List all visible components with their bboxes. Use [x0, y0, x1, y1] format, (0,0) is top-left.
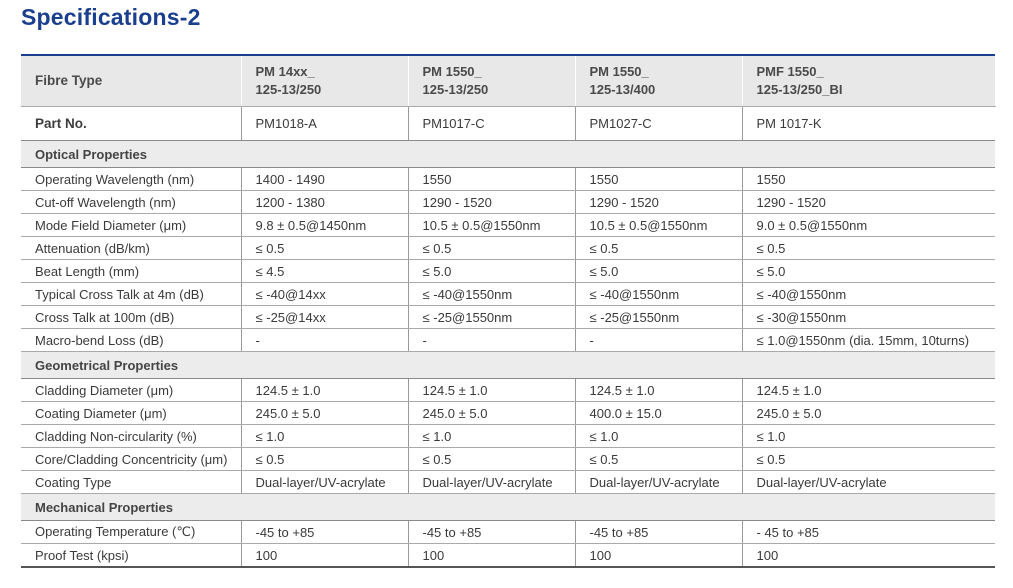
cell-value: Dual-layer/UV-acrylate: [408, 471, 575, 494]
table-header-row: [21, 56, 995, 107]
cell-value: 1200 - 1380: [241, 191, 408, 214]
cell-value: ≤ -25@1550nm: [575, 306, 742, 329]
section-header-row: [21, 494, 995, 521]
row-label: Core/Cladding Concentricity (μm): [21, 448, 241, 471]
cell-value: ≤ 0.5: [742, 237, 995, 260]
section-title: Optical Properties: [21, 141, 995, 168]
header-col-1-line-2: 125-13/250: [255, 82, 322, 97]
header-fibre-type: Fibre Type: [21, 56, 241, 107]
specifications-table: [21, 56, 996, 568]
table-row: [21, 329, 995, 352]
cell-value: 9.8 ± 0.5@1450nm: [241, 214, 408, 237]
specifications-table-body: [21, 56, 995, 567]
cell-value: ≤ 5.0: [575, 260, 742, 283]
cell-value: 124.5 ± 1.0: [742, 379, 995, 402]
table-row: [21, 260, 995, 283]
cell-value: ≤ 0.5: [742, 448, 995, 471]
cell-value: ≤ 1.0: [241, 425, 408, 448]
part-number-label: Part No.: [21, 107, 241, 141]
cell-value: ≤ 1.0: [742, 425, 995, 448]
table-row: [21, 544, 995, 568]
cell-value: ≤ 1.0: [575, 425, 742, 448]
cell-value: 124.5 ± 1.0: [241, 379, 408, 402]
cell-value: -45 to +85: [575, 521, 742, 544]
cell-value: ≤ -40@1550nm: [742, 283, 995, 306]
cell-value: ≤ -25@1550nm: [408, 306, 575, 329]
table-row: [21, 379, 995, 402]
row-label: Proof Test (kpsi): [21, 544, 241, 568]
table-row: [21, 521, 995, 544]
section-header-row: [21, 141, 995, 168]
cell-value: ≤ 5.0: [408, 260, 575, 283]
cell-value: Dual-layer/UV-acrylate: [575, 471, 742, 494]
row-label: Cladding Non-circularity (%): [21, 425, 241, 448]
cell-value: 1400 - 1490: [241, 168, 408, 191]
row-label: Cut-off Wavelength (nm): [21, 191, 241, 214]
cell-value: ≤ 5.0: [742, 260, 995, 283]
cell-value: ≤ -25@14xx: [241, 306, 408, 329]
row-label: Coating Type: [21, 471, 241, 494]
part-number-value: PM 1017-K: [742, 107, 995, 141]
table-row: [21, 283, 995, 306]
part-number-value: PM1018-A: [241, 107, 408, 141]
row-label: Typical Cross Talk at 4m (dB): [21, 283, 241, 306]
cell-value: 100: [241, 544, 408, 568]
cell-value: 1550: [408, 168, 575, 191]
cell-value: 124.5 ± 1.0: [408, 379, 575, 402]
cell-value: Dual-layer/UV-acrylate: [241, 471, 408, 494]
section-header-row: [21, 352, 995, 379]
header-col-1: [241, 56, 408, 107]
cell-value: ≤ 0.5: [575, 237, 742, 260]
row-label: Beat Length (mm): [21, 260, 241, 283]
cell-value: 100: [575, 544, 742, 568]
cell-value: 100: [742, 544, 995, 568]
row-label: Operating Wavelength (nm): [21, 168, 241, 191]
cell-value: ≤ -40@1550nm: [408, 283, 575, 306]
cell-value: 245.0 ± 5.0: [241, 402, 408, 425]
header-col-3-line-2: 125-13/400: [589, 82, 656, 97]
cell-value: 1290 - 1520: [408, 191, 575, 214]
cell-value: ≤ 0.5: [241, 237, 408, 260]
row-label: Mode Field Diameter (μm): [21, 214, 241, 237]
part-number-row: [21, 107, 995, 141]
section-title: Mechanical Properties: [21, 494, 995, 521]
row-label: Cross Talk at 100m (dB): [21, 306, 241, 329]
row-label: Attenuation (dB/km): [21, 237, 241, 260]
section-title: Geometrical Properties: [21, 352, 995, 379]
cell-value: ≤ 1.0@1550nm (dia. 15mm, 10turns): [742, 329, 995, 352]
table-row: [21, 168, 995, 191]
cell-value: Dual-layer/UV-acrylate: [742, 471, 995, 494]
cell-value: ≤ 0.5: [408, 237, 575, 260]
cell-value: 9.0 ± 0.5@1550nm: [742, 214, 995, 237]
header-col-3-line-1: PM 1550_: [589, 64, 649, 79]
cell-value: ≤ -30@1550nm: [742, 306, 995, 329]
header-col-1-line-1: PM 14xx_: [255, 64, 315, 79]
cell-value: 1550: [575, 168, 742, 191]
cell-value: ≤ 4.5: [241, 260, 408, 283]
table-row: [21, 402, 995, 425]
row-label: Macro-bend Loss (dB): [21, 329, 241, 352]
table-row: [21, 471, 995, 494]
cell-value: ≤ 0.5: [575, 448, 742, 471]
cell-value: 245.0 ± 5.0: [742, 402, 995, 425]
row-label: Operating Temperature (℃): [21, 521, 241, 544]
cell-value: ≤ 0.5: [408, 448, 575, 471]
cell-value: ≤ 0.5: [241, 448, 408, 471]
cell-value: -: [575, 329, 742, 352]
cell-value: 1290 - 1520: [575, 191, 742, 214]
cell-value: 245.0 ± 5.0: [408, 402, 575, 425]
cell-value: 400.0 ± 15.0: [575, 402, 742, 425]
table-row: [21, 191, 995, 214]
cell-value: 1550: [742, 168, 995, 191]
cell-value: - 45 to +85: [742, 521, 995, 544]
cell-value: ≤ -40@1550nm: [575, 283, 742, 306]
header-col-4: [742, 56, 995, 107]
table-row: [21, 306, 995, 329]
header-col-4-line-1: PMF 1550_: [756, 64, 824, 79]
cell-value: -: [241, 329, 408, 352]
page-title: Specifications-2: [21, 4, 201, 30]
table-row: [21, 237, 995, 260]
cell-value: ≤ -40@14xx: [241, 283, 408, 306]
table-row: [21, 425, 995, 448]
header-col-2-line-2: 125-13/250: [422, 82, 489, 97]
cell-value: 1290 - 1520: [742, 191, 995, 214]
header-col-2: [408, 56, 575, 107]
cell-value: -45 to +85: [408, 521, 575, 544]
cell-value: 100: [408, 544, 575, 568]
cell-value: 124.5 ± 1.0: [575, 379, 742, 402]
header-col-4-line-2: 125-13/250_BI: [756, 82, 843, 97]
row-label: Coating Diameter (μm): [21, 402, 241, 425]
header-col-3: [575, 56, 742, 107]
header-col-2-line-1: PM 1550_: [422, 64, 482, 79]
table-row: [21, 214, 995, 237]
cell-value: ≤ 1.0: [408, 425, 575, 448]
table-row: [21, 448, 995, 471]
cell-value: 10.5 ± 0.5@1550nm: [408, 214, 575, 237]
part-number-value: PM1017-C: [408, 107, 575, 141]
cell-value: -: [408, 329, 575, 352]
cell-value: -45 to +85: [241, 521, 408, 544]
cell-value: 10.5 ± 0.5@1550nm: [575, 214, 742, 237]
part-number-value: PM1027-C: [575, 107, 742, 141]
row-label: Cladding Diameter (μm): [21, 379, 241, 402]
